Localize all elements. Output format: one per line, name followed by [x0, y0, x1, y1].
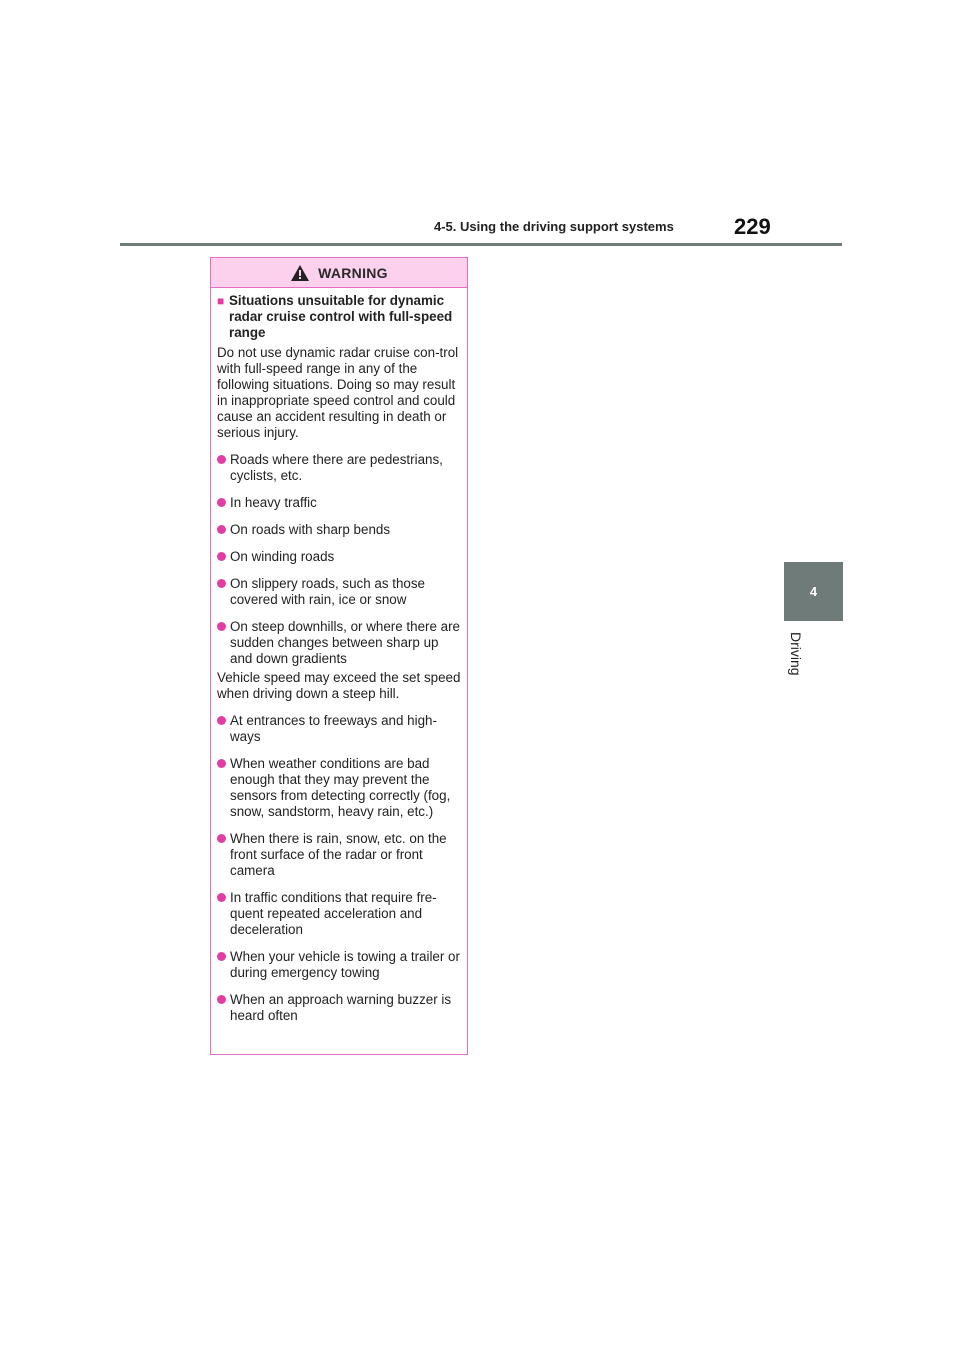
list-item: [217, 831, 461, 879]
list-item: [217, 890, 461, 938]
warning-intro: Do not use dynamic radar cruise con-trol with full-speed range in any of the following situations. Doing so may result in inappropriate speed control and could cause an accident resulting in death or serious injury.: [217, 345, 459, 440]
bullet-dot-icon: [217, 452, 230, 462]
downhill-note: Vehicle speed may exceed the set speed when driving down a steep hill.: [217, 670, 461, 701]
list-item: [217, 495, 461, 511]
bullet-dot-icon: [217, 890, 230, 900]
bullet-dot-icon: [217, 576, 230, 586]
list-item: [217, 949, 461, 981]
list-item: [217, 549, 461, 565]
bullet-dot-icon: [217, 992, 230, 1002]
list-item-text: When weather conditions are bad enough that they may prevent the sensors from detecting correctly (fog, snow, sandstorm, heavy rain, etc.): [230, 756, 451, 819]
list-item-text: On steep downhills, or where there are sudden changes between sharp up and down gradients: [230, 619, 460, 666]
list-item: [217, 576, 461, 608]
list-item-text: On roads with sharp bends: [230, 522, 391, 537]
warning-header: [211, 258, 467, 288]
list-item: [217, 713, 461, 745]
warning-triangle-icon: [290, 264, 310, 282]
bullet-dot-icon: [217, 495, 230, 505]
list-item: [217, 756, 461, 820]
list-item: [217, 619, 461, 667]
bullet-dot-icon: [217, 831, 230, 841]
warning-box: [210, 257, 468, 1055]
list-item: [217, 522, 461, 538]
list-item-text: When your vehicle is towing a trailer or during emergency towing: [230, 949, 460, 980]
chapter-number: 4: [809, 584, 818, 599]
bullet-dot-icon: [217, 522, 230, 532]
bullet-dot-icon: [217, 949, 230, 959]
list-item-text: When there is rain, snow, etc. on the front surface of the radar or front camera: [230, 831, 447, 878]
list-item-text: In traffic conditions that require fre-quent repeated acceleration and deceleration: [230, 890, 437, 937]
square-bullet-icon: ■: [217, 294, 225, 308]
list-item-text: When an approach warning buzzer is heard often: [230, 992, 452, 1023]
page-number: 229: [734, 214, 771, 239]
list-item-text: At entrances to freeways and high-ways: [230, 713, 437, 744]
bullet-dot-icon: [217, 619, 230, 629]
header-divider: [120, 243, 842, 246]
warning-title: WARNING: [318, 264, 388, 281]
chapter-title: Driving: [788, 632, 804, 676]
bullet-dot-icon: [217, 713, 230, 723]
list-item-text: In heavy traffic: [230, 495, 317, 510]
warning-body: [211, 288, 467, 1024]
list-item-text: Roads where there are pedestrians, cyclists, etc.: [230, 452, 443, 483]
list-item: [217, 452, 461, 484]
list-item-text: On winding roads: [230, 549, 335, 564]
list-item: [217, 992, 461, 1024]
bullet-dot-icon: [217, 549, 230, 559]
chapter-tab: [784, 562, 843, 621]
list-item-text: On slippery roads, such as those covered with rain, ice or snow: [230, 576, 426, 607]
subheading-text: Situations unsuitable for dynamic radar cruise control with full-speed range: [229, 293, 453, 340]
bullet-dot-icon: [217, 756, 230, 766]
section-title: 4-5. Using the driving support systems: [434, 219, 674, 234]
warning-subheading: [217, 293, 461, 341]
